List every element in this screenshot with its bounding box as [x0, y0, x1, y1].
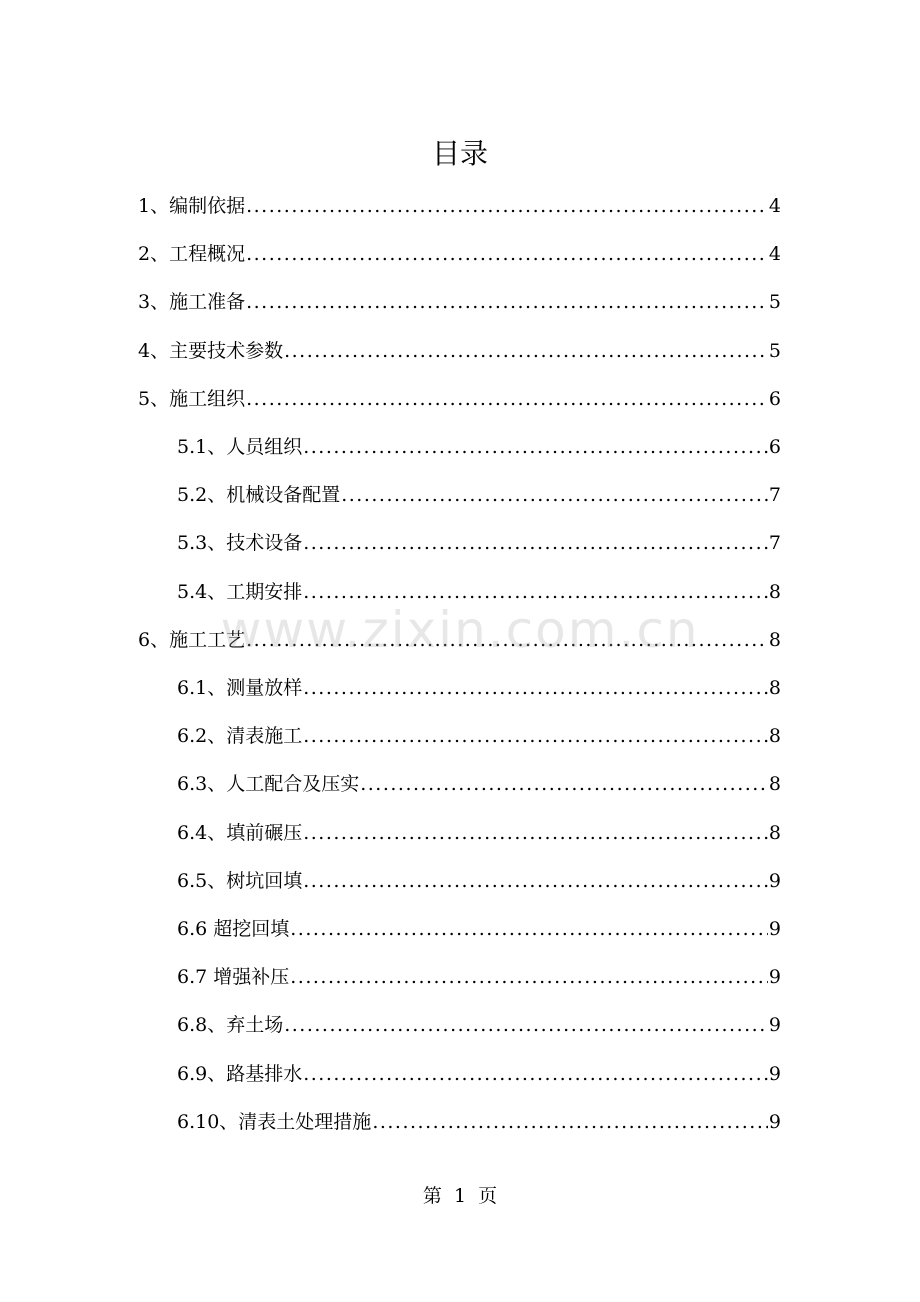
toc-entry-page-number: 9 — [768, 1062, 781, 1085]
toc-entry-label: 6.6 超挖回填 — [177, 918, 290, 940]
toc-entry[interactable] — [138, 182, 781, 230]
toc-entry-label: 3、施工准备 — [138, 291, 246, 314]
toc-entry-page-number: 8 — [768, 677, 781, 699]
toc-entry-label: 6.5、树坑回填 — [177, 869, 303, 892]
toc-entry-page-number: 8 — [768, 628, 781, 651]
toc-entry-label: 6.2、清表施工 — [177, 725, 303, 748]
watermark-text: www.zixin.com.cn — [220, 601, 700, 659]
toc-entry-label: 5.4、工期安排 — [177, 580, 303, 603]
toc-dot-leader — [246, 230, 768, 278]
toc-entry[interactable] — [177, 760, 781, 808]
toc-entry-label: 6.7 增强补压 — [177, 966, 290, 989]
toc-entry[interactable] — [177, 1098, 781, 1146]
toc-dot-leader — [360, 760, 768, 808]
toc-dot-leader — [284, 1001, 768, 1049]
toc-entry[interactable] — [177, 953, 781, 1001]
toc-dot-leader — [284, 327, 768, 375]
toc-entry[interactable] — [138, 375, 781, 423]
toc-entry-label: 6.8、弃土场 — [177, 1014, 284, 1037]
toc-dot-leader — [303, 809, 768, 857]
toc-entry[interactable] — [177, 857, 781, 905]
toc-dot-leader — [303, 857, 768, 905]
toc-entry-page-number: 9 — [768, 918, 781, 940]
toc-dot-leader — [303, 1050, 768, 1098]
toc-dot-leader — [303, 664, 768, 712]
toc-entry[interactable] — [177, 568, 781, 616]
toc-entry-label: 5.3、技术设备 — [177, 532, 303, 555]
toc-entry-label: 6.4、填前碾压 — [177, 821, 303, 844]
toc-entry-label: 2、工程概况 — [138, 243, 246, 266]
toc-dot-leader — [303, 519, 768, 567]
toc-entry[interactable] — [177, 423, 781, 471]
toc-dot-leader — [246, 182, 768, 230]
toc-entry[interactable] — [177, 1050, 781, 1098]
toc-entry-label: 6.9、路基排水 — [177, 1062, 303, 1085]
toc-dot-leader — [290, 905, 768, 953]
toc-entry-page-number: 9 — [768, 869, 781, 892]
toc-entry[interactable] — [138, 327, 781, 375]
toc-dot-leader — [303, 568, 768, 616]
toc-entry[interactable] — [177, 1001, 781, 1049]
toc-entry-label: 6.1、测量放样 — [177, 677, 303, 699]
toc-entry-page-number: 7 — [768, 532, 781, 555]
toc-entry-page-number: 4 — [768, 243, 781, 266]
toc-entry-label: 5.1、人员组织 — [177, 436, 303, 458]
toc-entry-label: 6.3、人工配合及压实 — [177, 773, 360, 796]
toc-entry-page-number: 8 — [768, 821, 781, 844]
toc-entry[interactable] — [177, 712, 781, 760]
toc-entry-label: 6、施工工艺 — [138, 628, 246, 651]
toc-entry-page-number: 8 — [768, 773, 781, 796]
toc-dot-leader — [246, 278, 768, 326]
toc-dot-leader — [290, 953, 768, 1001]
toc-entry-page-number: 9 — [768, 1110, 781, 1133]
toc-entry-label: 1、编制依据 — [138, 195, 246, 217]
toc-entry[interactable] — [138, 278, 781, 326]
toc-entry-label: 4、主要技术参数 — [138, 339, 284, 362]
toc-entry-page-number: 4 — [768, 195, 781, 217]
toc-entry-page-number: 8 — [768, 580, 781, 603]
toc-entry[interactable] — [177, 471, 781, 519]
toc-entry[interactable] — [177, 519, 781, 567]
page-number-footer: 第 1 页 — [422, 1185, 498, 1207]
toc-entry-label: 5、施工组织 — [138, 387, 246, 410]
toc-entry[interactable] — [138, 616, 781, 664]
toc-dot-leader — [246, 616, 768, 664]
toc-entry-page-number: 6 — [768, 436, 781, 458]
toc-entry-page-number: 9 — [768, 966, 781, 989]
toc-entry-page-number: 6 — [768, 387, 781, 410]
toc-entry[interactable] — [177, 809, 781, 857]
toc-entry[interactable] — [138, 230, 781, 278]
toc-dot-leader — [372, 1098, 768, 1146]
toc-entry-page-number: 5 — [768, 339, 781, 362]
toc-entry-label: 5.2、机械设备配置 — [177, 484, 341, 507]
toc-entry[interactable] — [177, 664, 781, 712]
toc-dot-leader — [341, 471, 768, 519]
toc-entry-page-number: 5 — [768, 291, 781, 314]
toc-dot-leader — [303, 712, 768, 760]
toc-entry-page-number: 8 — [768, 725, 781, 748]
toc-dot-leader — [246, 375, 768, 423]
toc-entry-page-number: 7 — [768, 484, 781, 507]
toc-entry[interactable] — [177, 905, 781, 953]
toc-dot-leader — [303, 423, 768, 471]
toc-entry-label: 6.10、清表土处理措施 — [177, 1110, 372, 1133]
toc-title: 目录 — [431, 137, 488, 170]
toc-entry-page-number: 9 — [768, 1014, 781, 1037]
